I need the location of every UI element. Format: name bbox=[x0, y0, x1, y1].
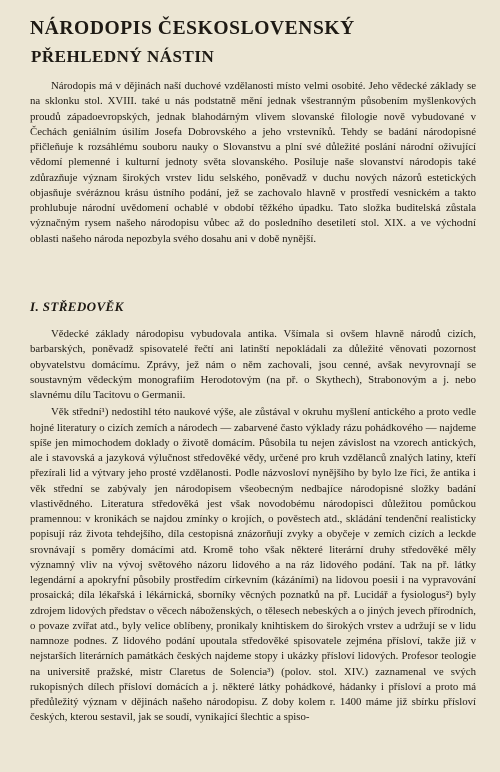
intro-paragraph: Národopis má v dějinách naší duchové vzdělanosti místo velmi osobité. Jeho vědecké základy se na sklonku stol. XVIII. také u nás podstatně mění jednak všestranným působením myšlenkových proudů západoevropských, jednak blahodárným vlivem slovanské filologie nově vybudované v Čechách geniálním úsilím Josefa Dobrovského a jeho vrstevníků. Tehdy se badání národopisné přičleňuje k rozsáhlému souboru nauky o Slovanstvu a plní své důležité poslání národní oživující vědomí plemenné i kulturní jednoty světa slovanského. Posiluje naše slovanství národopis také zdůrazňuje význam širokých vrstev lidu selského, poněvadž v duchu nových názorů estetických objasňuje svéráznou krásu ústního podání, jež se zachovalo hlavně v prostředí vesnickém a takto prohlubuje národní uvědomení ochablé v období těžkého úpadku. Tato složka buditelská zůstala význačným rysem našeho národopisu vůbec až do posledního desetiletí stol. XIX. a ve východní oblasti našeho národa nepozbyla svého dosahu ani v době nynější. bbox=[30, 80, 476, 245]
page-subtitle: PŘEHLEDNÝ NÁSTIN bbox=[31, 47, 215, 66]
body-paragraph: Vědecké základy národopisu vybudovala antika. Všímala si ovšem hlavně národů cizích, barbarských, poněvadž spisovatelé řečtí ani latinští nepokládali za důležité věnovati pozornost obyvatelstvu domácímu. Zprávy, jež nám o něm zachovali, jsou cenné, avšak nevyrovnají se soustavným vědeckým monografiím Herodotovým (na př. o Skythech), Strabonovým a j. nebo slavnému dílu Tacitovu o Germanii. bbox=[30, 328, 476, 401]
section-body bbox=[30, 327, 476, 726]
section-heading: I. STŘEDOVĚK bbox=[30, 299, 124, 314]
body-paragraph: Věk střední¹) nedostihl této naukové výše, ale zůstával v okruhu myšlení antického a proto vedle hojné literatury o cizích zemích a národech — zabarvené často výklady rázu pohádkového — najdeme spíše jen mimochodem doklady o životě domácím. Působila tu nejen závislost na vzorech antických, ale i stavovská a jazyková výlučnost středověké vědy, určené pro kruh vzdělanců znalých latiny, kteří přezírali lid a výtvary jeho prosté vzdělanosti. Podle názvosloví nynějšího by bylo lze říci, že antika i věk střední se zabývaly jen národopisem všeobecným nedbajíce národopisné složky badání vlastivědného. Literatura středověká jest však novodobému národopisci důležitou pomůckou pramennou: v kronikách se najdou zmínky o krojích, o pověstech atd., skládání tendenční realisticky popisují ráz života tehdejšího, díla cestopisná znázorňují zvyky a obyčeje v zemích cizích a leckde srovnávají s poměry domácími atd. Kromě toho však některé literární druhy středověké měly významný vliv na vývoj světového názoru lidového a na ráz lidového podání. Tak na př. látky legendární a apokryfní působily prostředím církevním (kázáními) na lidovou poesii i na vypravování prosaická; díla lékařská i lékárnická, sborníky věcných poznatků na př. Lucidář a fysiologus²) byly zdrojem lidových představ o věcech náboženských, o tělesech nebeských a o jiných jevech přírodních, o povaze zvířat atd., byly velice oblíbeny, pronikaly knihtiskem do širokých vrstev a udržují se v lidu namnoze podnes. Z lidového podání upoutala středověké spisovatele zejména přísloví, takže již v nejstarších literárních památkách českých najdeme stopy i ukázky přísloví lidových. Profesor teologie na universitě pražské, mistr Claretus de Solencia³) (polov. stol. XIV.) zaznamenal ve svých rukopisných dílech přísloví domácích a j. některé látky pohádkové, hádanky i přísloví a proto má předůležitý význam v dějinách našeho národopisu. Z doby kolem r. 1400 máme již sbírku přísloví českých, kterou sestavil, jak se soudí, vynikající šlechtic a spiso- bbox=[30, 406, 476, 724]
page-title: NÁRODOPIS ČESKOSLOVENSKÝ bbox=[30, 18, 355, 39]
intro-block bbox=[30, 79, 476, 247]
